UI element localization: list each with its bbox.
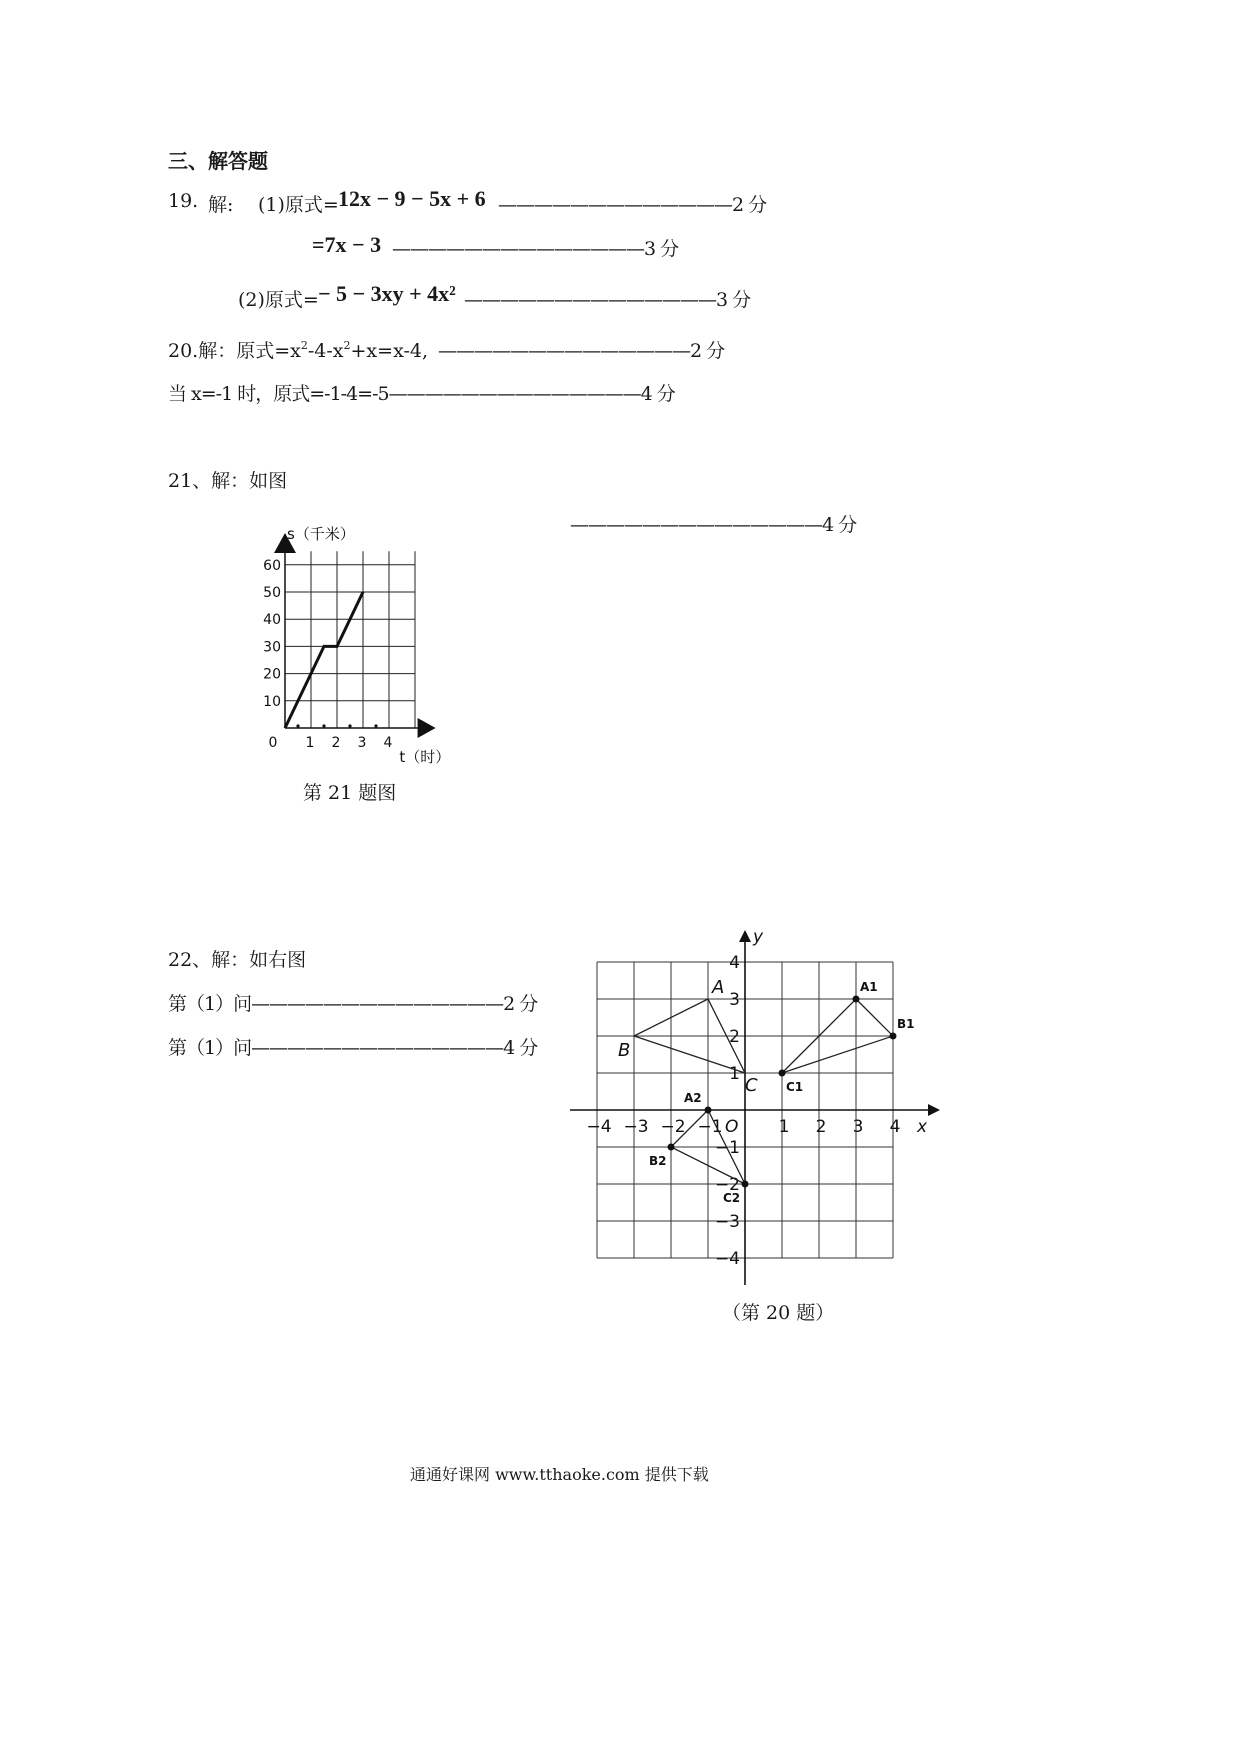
y-tick-label: −4 [714,1249,740,1269]
q21-heading: 21、解：如图 [168,470,288,492]
y-tick-label: −2 [714,1175,740,1195]
q19-label: 19. [168,190,199,212]
y-axis-arrow [739,930,751,942]
x-tick-label: −1 [697,1117,723,1137]
x-axis-arrow [418,718,436,738]
vertex-label: C [745,1075,758,1096]
q21-score: ——————————————4 分 [570,514,857,536]
vertex-label: C1 [786,1080,804,1094]
x-axis-dot [374,724,377,727]
x-tick-label: 0 [268,735,278,751]
y-tick-label: −1 [714,1138,740,1158]
vertex-point [705,1107,712,1114]
y-tick-label: 10 [263,693,281,710]
distance-time-chart [255,515,451,775]
y-axis-label: y [753,927,764,947]
x-tick-label: 4 [889,1117,901,1137]
q20-line1-score: ——————————————2 分 [438,340,725,362]
q22-figure-caption: （第 20 题） [722,1302,835,1324]
vertex-point [668,1144,675,1151]
x-tick-label: −4 [586,1117,612,1137]
y-tick-label: 2 [729,1027,740,1047]
x-axis-dot [348,724,351,727]
q19-part1-prefix: (1)原式= [258,194,339,216]
q19-part2-prefix: (2)原式= [238,289,319,311]
q20-sup-2: 2 [343,339,351,352]
coordinate-grid-chart [560,920,945,1290]
y-tick-label: 50 [263,585,281,601]
origin-label: O [725,1117,739,1137]
y-tick-label: 4 [729,953,740,973]
y-axis-label: s（千米） [287,525,355,543]
q19-part2-score: ——————————————3 分 [464,289,751,311]
q19-solve: 解: [208,194,234,216]
vertex-label: B1 [897,1017,915,1031]
q19-part1-score: —————————————2 分 [498,194,767,216]
y-tick-label: 1 [729,1064,740,1084]
x-tick-label: 1 [305,735,315,751]
q20-line1 [168,336,428,363]
x-axis-label: t（时） [399,748,451,766]
x-tick-label: −2 [660,1117,686,1137]
y-tick-label: 3 [729,990,740,1010]
vertex-label: B2 [649,1154,667,1168]
x-axis-label: x [917,1117,928,1137]
vertex-point [779,1070,786,1077]
q22-line1: 第（1）问——————————————2 分 [168,993,538,1015]
x-tick-label: 2 [331,735,341,751]
vertex-point [853,996,860,1003]
x-axis-dot [322,724,325,727]
y-tick-label: 30 [263,639,281,656]
x-tick-label: 3 [357,735,367,751]
vertex-point [890,1033,897,1040]
q20-line1-c: +x=x-4, [350,340,428,362]
vertex-label: C2 [723,1191,741,1205]
y-tick-label: 40 [263,612,281,629]
y-tick-label: 20 [263,666,281,683]
q19-part1-line2-score: ——————————————3 分 [392,238,679,260]
q19-part1-line2: =7x − 3 [312,232,382,257]
vertex-point [742,1181,749,1188]
vertex-label: A1 [860,980,878,994]
vertex-label: B [618,1040,631,1061]
q20-line1-a: 20.解：原式=x [168,340,301,362]
x-tick-label: 3 [852,1117,864,1137]
x-tick-label: 1 [778,1117,790,1137]
y-tick-label: 60 [263,557,281,574]
distance-line [285,592,363,728]
q19-part1-expr: 12x − 9 − 5x + 6 [338,186,486,211]
x-axis-dot [296,724,299,727]
x-tick-label: −3 [623,1117,649,1137]
section-title: 三、解答题 [168,149,268,173]
q19-part2-expr: − 5 − 3xy + 4x² [318,281,456,306]
q21-figure-caption: 第 21 题图 [303,782,397,804]
vertex-label: A2 [684,1091,702,1105]
vertex-label: A [712,977,725,998]
x-axis-arrow [928,1104,940,1116]
y-tick-label: −3 [714,1212,740,1232]
q20-line2: 当 x=-1 时，原式=-1-4=-5——————————————4 分 [168,383,675,405]
q20-line1-b: -4-x [307,340,344,362]
x-tick-label: 4 [383,735,393,751]
q22-heading: 22、解：如右图 [168,949,307,971]
q22-line2: 第（1）问——————————————4 分 [168,1037,538,1059]
x-tick-label: 2 [815,1117,827,1137]
page-footer: 通通好课网 www.tthaoke.com 提供下载 [410,1465,709,1484]
q20-sup-1: 2 [300,339,308,352]
